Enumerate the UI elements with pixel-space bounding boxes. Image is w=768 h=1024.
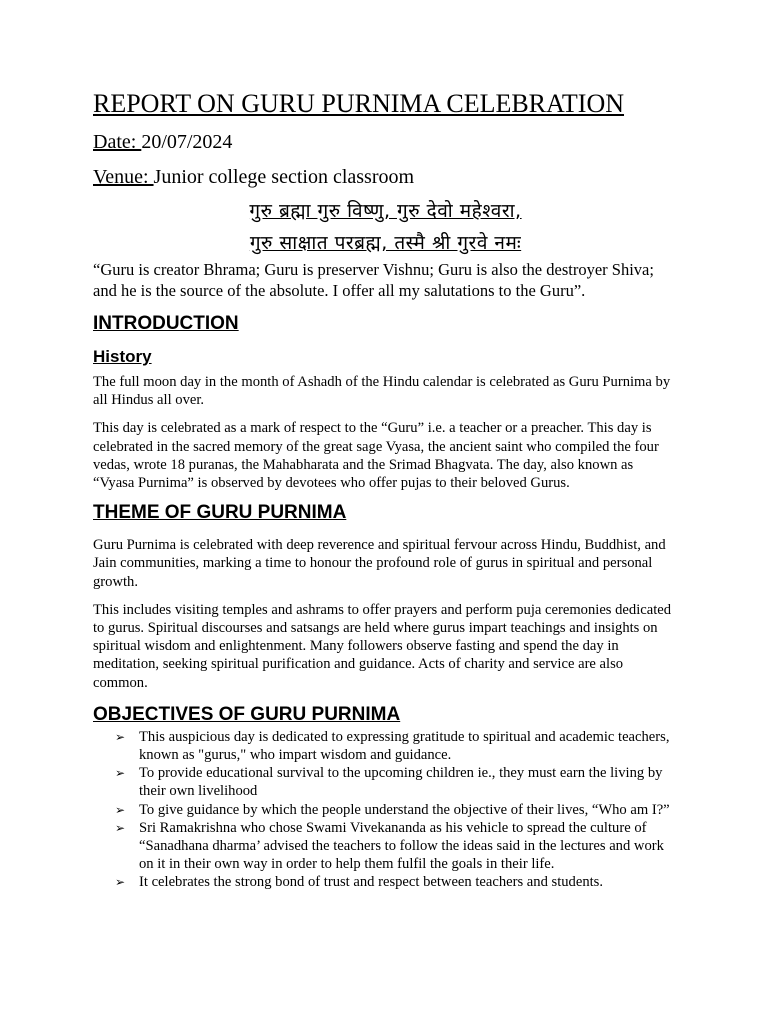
theme-paragraph-1: Guru Purnima is celebrated with deep reverence and spiritual fervour across Hindu, Buddhist, and Jain communities, marking a time to honour the profound role of gurus in spiritual and personal growth. (93, 537, 666, 590)
date-line (93, 128, 678, 156)
introduction-heading: INTRODUCTION (93, 313, 239, 334)
objectives-list (93, 728, 678, 892)
venue-line (93, 163, 678, 191)
theme-heading: THEME OF GURU PURNIMA (93, 502, 347, 524)
date-label: Date: (93, 131, 142, 153)
arrow-bullet-icon: ➢ (115, 729, 126, 744)
arrow-bullet-icon: ➢ (115, 875, 126, 890)
list-item-text: It celebrates the strong bond of trust and respect between teachers and students. (139, 874, 603, 891)
list-item (115, 728, 678, 764)
list-item-text: Sri Ramakrishna who chose Swami Vivekananda as his vehicle to spread the culture of “Sanadhana dharma’ advised the teachers to follow the ideas said in the lectures and work on it in their own way in order to help them fulfil the goals in their life. (139, 819, 664, 873)
shloka-line-2: गुरु साक्षात परब्रह्म, तस्मै श्री गुरवे नमः (249, 232, 522, 254)
theme-paragraph-2: This includes visiting temples and ashrams to offer prayers and perform puja ceremonies dedicated to gurus. Spiritual discourses and satsangs are held where gurus impart teachings and insights on spiritual wisdom and enlightenment. Many followers observe fasting and spend the day in meditation, seeking spiritual purification and guidance. Acts of charity and service are also common. (93, 601, 672, 691)
history-subheading: History (93, 347, 152, 366)
objectives-heading: OBJECTIVES OF GURU PURNIMA (93, 703, 401, 725)
shloka-translation: “Guru is creator Bhrama; Guru is preserver Vishnu; Guru is also the destroyer Shiva; and he is the source of the absolute. I offer all my salutations to the Guru”. (93, 260, 654, 300)
arrow-bullet-icon: ➢ (115, 802, 126, 817)
list-item (115, 873, 678, 891)
arrow-bullet-icon: ➢ (115, 820, 126, 835)
report-title: REPORT ON GURU PURNIMA CELEBRATION (93, 89, 625, 118)
history-paragraph-1: The full moon day in the month of Ashadh of the Hindu calendar is celebrated as Guru Purnima by all Hindus all over. (93, 374, 671, 409)
list-item-text: This auspicious day is dedicated to expressing gratitude to spiritual and academic teachers, known as "gurus," who impart wisdom and guidance. (139, 728, 670, 764)
document-content (93, 86, 678, 892)
history-paragraph-2: This day is celebrated as a mark of respect to the “Guru” i.e. a teacher or a preacher. This day is celebrated in the sacred memory of the great sage Vyasa, the ancient saint who compiled the four vedas, wrote 18 puranas, the Mahabharata and the Srimad Bhagvata. The day, also known as “Vyasa Purnima” is observed by devotees who offer pujas to their beloved Gurus. (93, 420, 659, 492)
venue-label: Venue: (93, 166, 154, 188)
shloka-line-1: गुरु ब्रह्मा गुरु विष्णु, गुरु देवो महेश्वरा, (249, 200, 522, 222)
venue-value: Junior college section classroom (153, 166, 415, 188)
arrow-bullet-icon: ➢ (115, 766, 126, 781)
list-item-text: To give guidance by which the people understand the objective of their lives, “Who am I?” (139, 801, 670, 818)
list-item (115, 764, 678, 800)
list-item (115, 801, 678, 819)
date-value: 20/07/2024 (141, 131, 233, 153)
list-item (115, 819, 678, 874)
list-item-text: To provide educational survival to the upcoming children ie., they must earn the living by their own livelihood (139, 765, 663, 800)
